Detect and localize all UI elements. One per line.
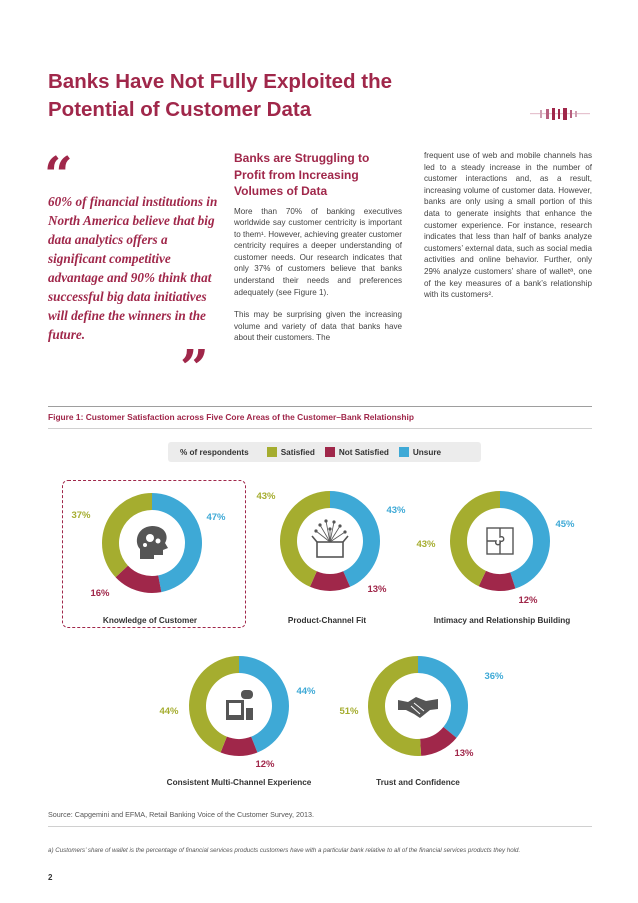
slice-satisfied [450, 491, 500, 586]
chart-title: Consistent Multi-Channel Experience [166, 778, 312, 787]
slice-not-satisfied [221, 737, 258, 756]
paragraph-2: This may be surprising given the increasing volume and variety of data that banks have about their customers. The [234, 310, 402, 343]
figure-source: Source: Capgemini and EFMA, Retail Banking Voice of the Customer Survey, 2013. [48, 810, 314, 819]
data-label-unsure: 47% [206, 512, 226, 523]
data-label-satisfied: 37% [71, 510, 91, 521]
data-label-not-satisfied: 12% [255, 759, 275, 770]
slice-satisfied [280, 491, 330, 587]
data-label-unsure: 36% [484, 671, 504, 682]
pull-quote: 60% of financial institutions in North America believe that big data analytics offers a significant competitive advantage and 90% think that successful big data initiatives will define the winners in the future. [48, 194, 218, 342]
head-gears-icon [137, 526, 168, 559]
puzzle-icon [487, 528, 513, 554]
network-box-icon [312, 519, 348, 557]
devices-icon [226, 690, 253, 720]
donut-trust-and-confidence [339, 656, 504, 787]
legend-label-satisfied: Satisfied [280, 447, 315, 457]
data-label-unsure: 43% [386, 505, 406, 516]
chart-title: Intimacy and Relationship Building [433, 616, 571, 625]
figure-title: Figure 1: Customer Satisfaction across Five Core Areas of the Customer–Bank Relationship [48, 412, 414, 422]
slice-unsure [239, 656, 289, 752]
data-label-not-satisfied: 13% [367, 584, 387, 595]
footnote: a) Customers’ share of wallet is the percentage of financial services products customers have with a particular bank relative to all of the financial services products they hold. [48, 847, 521, 854]
chart-title: Product-Channel Fit [287, 616, 367, 625]
donut-intimacy-and-relationship-building [416, 491, 575, 625]
paragraph-3: frequent use of web and mobile channels has led to a steady increase in the number of customer interactions and, as a result, increasing volume of customer data. However, banks are only using a small portion of this data to generate insights that enhance the customer experience. For instance, research indicates that less than half of banks analyze customers’ external data, such as social media activities and online behavior. Further, only 29% analyze customers’ share of walletª, one of the key measures of a bank’s relationship with its customers². [424, 151, 592, 300]
chart-title: Trust and Confidence [376, 778, 460, 787]
donut-product-channel-fit [256, 491, 406, 625]
data-label-satisfied: 51% [339, 706, 359, 717]
slice-not-satisfied [310, 571, 350, 591]
legend-title: % of respondents [180, 447, 249, 457]
page-number: 2 [48, 873, 53, 882]
donut-consistent-multi-channel-experience [159, 656, 316, 787]
handshake-icon [398, 697, 438, 718]
data-label-unsure: 45% [555, 519, 575, 530]
data-label-not-satisfied: 13% [454, 748, 474, 759]
section-heading: Banks are Struggling to Profit from Increasing Volumes of Data [234, 151, 370, 198]
data-label-satisfied: 43% [256, 491, 276, 502]
data-label-not-satisfied: 12% [518, 595, 538, 606]
data-label-satisfied: 43% [416, 539, 436, 550]
data-label-unsure: 44% [296, 686, 316, 697]
page-title: Banks Have Not Fully Exploited the Potential of Customer Data [48, 70, 393, 121]
quote-close-icon: ” [180, 338, 209, 397]
legend-label-unsure: Unsure [412, 447, 442, 457]
donut-knowledge-of-customer [71, 493, 226, 625]
legend-label-not-satisfied: Not Satisfied [338, 447, 389, 457]
quote-open-icon: “ [44, 145, 73, 204]
source-rule [48, 826, 592, 827]
paragraph-1: More than 70% of banking executives worldwide say customer centricity is important to them¹. However, achieving greater customer centricity requires a deeper understanding of customer needs. Our research indicates that only 37% of customers believe that banks understand their needs and preferences adequately (see Figure 1). [234, 206, 402, 297]
data-label-not-satisfied: 16% [90, 588, 110, 599]
chart-title: Knowledge of Customer [102, 616, 198, 625]
slice-unsure [418, 656, 468, 738]
data-label-satisfied: 44% [159, 706, 179, 717]
slice-unsure [330, 491, 380, 587]
